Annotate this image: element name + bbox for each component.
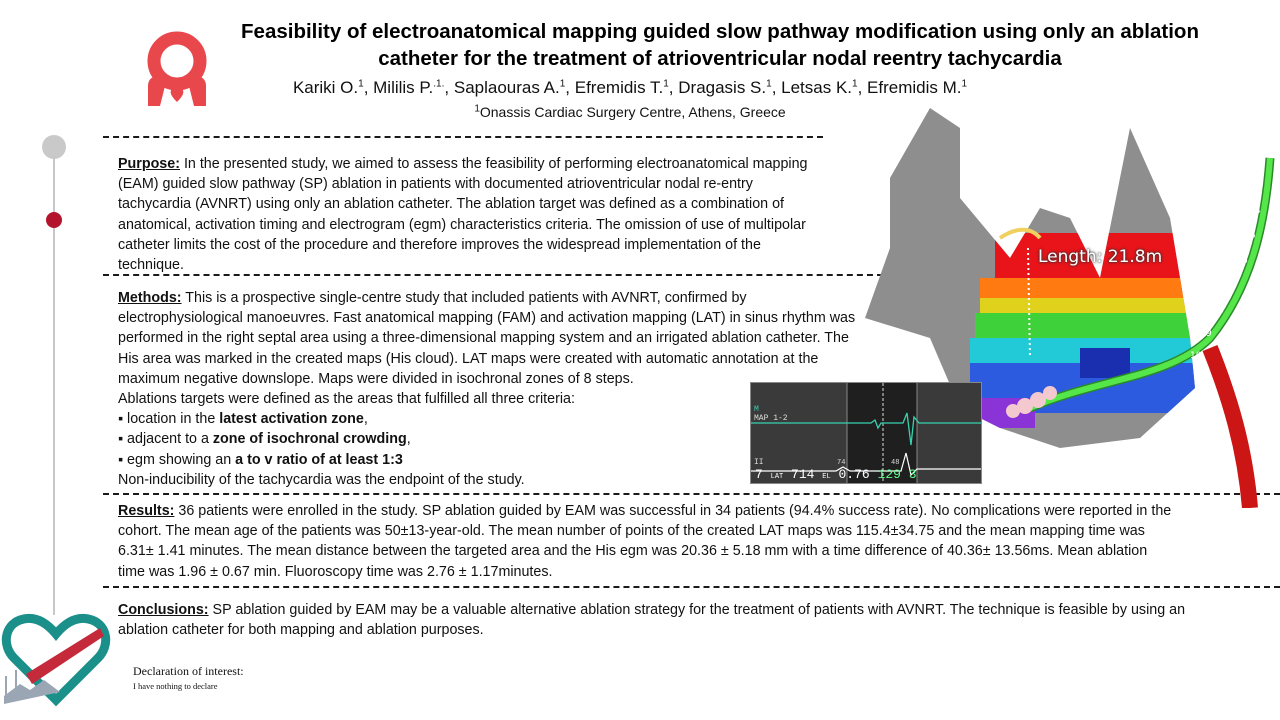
conclusions-text: SP ablation guided by EAM may be a valuable alternative ablation strategy for the treatment of patients with AVNRT. The technique is feasible by using an: [208, 602, 1186, 618]
author-affiliation-sup: 1: [852, 78, 858, 90]
methods-text: This is a prospective single-centre study that included patients with AVNRT, confirmed by: [181, 290, 747, 306]
author-name: Letsas K.: [781, 78, 853, 97]
conclusions-heading: Conclusions:: [118, 602, 209, 618]
author-name: Mililis P.: [373, 78, 434, 97]
author: [373, 78, 444, 97]
egm-channel-ii: II: [754, 458, 764, 467]
declaration-title: Declaration of interest:: [133, 664, 244, 678]
purpose-text: In the presented study, we aimed to assess the feasibility of performing electroanatomical mapping: [179, 156, 808, 172]
methods-heading: Methods:: [118, 290, 182, 306]
results-text: 6.31± 1.41 minutes. The mean distance between the targeted area and the His egm was 20.36 ± 5.18 mm with a time difference of 40.36± 13.56ms. Mean ablation: [118, 543, 1148, 560]
author: [293, 78, 364, 97]
purpose-text: anatomical, activation timing and electrogram (egm) characteristics criteria. The omission of use of multipolar: [118, 216, 806, 233]
author-name: Efremidis T.: [574, 78, 664, 97]
timeline-dot-red: [46, 212, 62, 228]
criterion-item: ▪ location in the latest activation zone,: [118, 411, 368, 428]
methods-endpoint: Non-inducibility of the tachycardia was the endpoint of the study.: [118, 471, 525, 488]
declaration-text: I have nothing to declare: [133, 681, 218, 691]
electrode-number: 4: [1255, 206, 1261, 216]
author-affiliation-sup: 1: [663, 78, 669, 90]
title-line-2: catheter for the treatment of atrioventricular nodal reentry tachycardia: [378, 47, 1062, 70]
title-line-1: Feasibility of electroanatomical mapping guided slow pathway modification using only an ablation: [241, 20, 1199, 43]
methods-text: performed in the right septal area using a three-dimensional mapping system and an irrigated ablation catheter. The: [118, 330, 849, 347]
electrode-number: 7: [1230, 281, 1236, 291]
methods-text: maximum negative downslope. Maps were divided in isochronal zones of 8 steps.: [118, 370, 634, 387]
author: [454, 78, 565, 97]
sheath: [1210, 348, 1250, 508]
author-name: Dragasis S.: [678, 78, 767, 97]
author: [678, 78, 771, 97]
conclusions-section: [118, 600, 1268, 640]
egm-channel-label: MAP 1-2: [754, 414, 788, 423]
ablation-lesion-dot: [1043, 386, 1057, 400]
electrogram-inset: [750, 382, 982, 484]
results-text: time was 1.96 ± 0.67 min. Fluoroscopy time was 2.76 ± 1.17minutes.: [118, 563, 553, 580]
author: [575, 78, 669, 97]
catheter-electrode-numbers: [1190, 206, 1261, 361]
methods-text: electrophysiological manoeuvres. Fast anatomical mapping (FAM) and activation mapping (LAT) in sinus rhythm was: [118, 310, 856, 327]
author-affiliation-sup: .1.: [433, 78, 445, 90]
author-affiliation-sup: 1: [559, 78, 566, 90]
author-name: Saplaouras A.: [453, 78, 560, 97]
affiliation-text: Onassis Cardiac Surgery Centre, Athens, Greece: [479, 104, 786, 120]
map-length-label: Length: 21.8m: [1038, 247, 1163, 267]
electrode-number: 9: [1206, 329, 1212, 339]
purpose-text: tachycardia (AVNRT) using only an ablation catheter. The ablation target was defined as a combination of: [118, 196, 784, 213]
author-affiliation-sup: 1: [766, 78, 772, 90]
methods-text: His area was marked in the created maps (His cloud). LAT maps were created with automatic annotation at the: [118, 350, 819, 367]
egm-channel-m: M: [754, 405, 759, 414]
author: [867, 78, 967, 97]
purpose-heading: Purpose:: [118, 156, 180, 172]
electrode-number: 6: [1242, 256, 1248, 266]
congress-heart-logo-icon: [0, 600, 112, 710]
author-name: Kariki O.: [292, 78, 359, 97]
author-list: Kariki O.$^1$, Mililis P.$^{.1.}$, Saplaouras A.$^1$, Efremidis T.$^1$, Dragasis S.$^1$, Letsas K.$^1$, Efremidis M.$^1$: [292, 78, 968, 97]
purpose-section: [118, 154, 863, 275]
electrode-number: 8: [1218, 306, 1224, 316]
author-affiliation-sup: 1: [961, 78, 968, 90]
purpose-text: catheter limits the cost of the procedure and therefore improves the widespread implementation of the: [118, 236, 761, 253]
criterion-item: ▪ egm showing an a to v ratio of at least 1:3: [118, 451, 403, 468]
author-name: Efremidis M.: [867, 78, 962, 97]
electrode-number: 5: [1250, 231, 1256, 241]
results-text: cohort. The mean age of the patients was 50±13-year-old. The mean number of points of the created LAT maps was 115.4±34.75 and the mean mapping time was: [118, 523, 1145, 540]
affiliation-sup: 1: [474, 103, 480, 115]
methods-text: Ablations targets were defined as the areas that fulfilled all three criteria:: [118, 391, 575, 408]
results-section: [118, 501, 1268, 582]
author: [781, 78, 857, 97]
poster-title: [200, 18, 1240, 72]
author-affiliation-sup: 1: [358, 78, 364, 90]
ablation-lesion-dot: [1006, 404, 1020, 418]
criterion-item: ▪ adjacent to a zone of isochronal crowding,: [118, 431, 411, 448]
egm-readout: 7 LAT 714 EL 0.76 129 3: [755, 467, 917, 482]
electrode-number: 10: [1190, 351, 1202, 361]
timeline-dot-grey: [42, 135, 66, 159]
section-separator: [103, 136, 823, 138]
purpose-text: technique.: [118, 257, 184, 274]
results-text: 36 patients were enrolled in the study. SP ablation guided by EAM was successful in 34 patients (94.4% success rate). No complications were reported in the: [174, 503, 1172, 519]
section-separator: [103, 586, 1280, 588]
egm-marker-a: 74: [837, 459, 846, 467]
egm-marker-v: 48: [891, 459, 900, 467]
results-heading: Results:: [118, 503, 175, 519]
conclusions-text: ablation catheter for both mapping and ablation purposes.: [118, 622, 484, 639]
purpose-text: (EAM) guided slow pathway (SP) ablation in patients with documented atrioventricular nodal re-entry: [118, 176, 753, 193]
